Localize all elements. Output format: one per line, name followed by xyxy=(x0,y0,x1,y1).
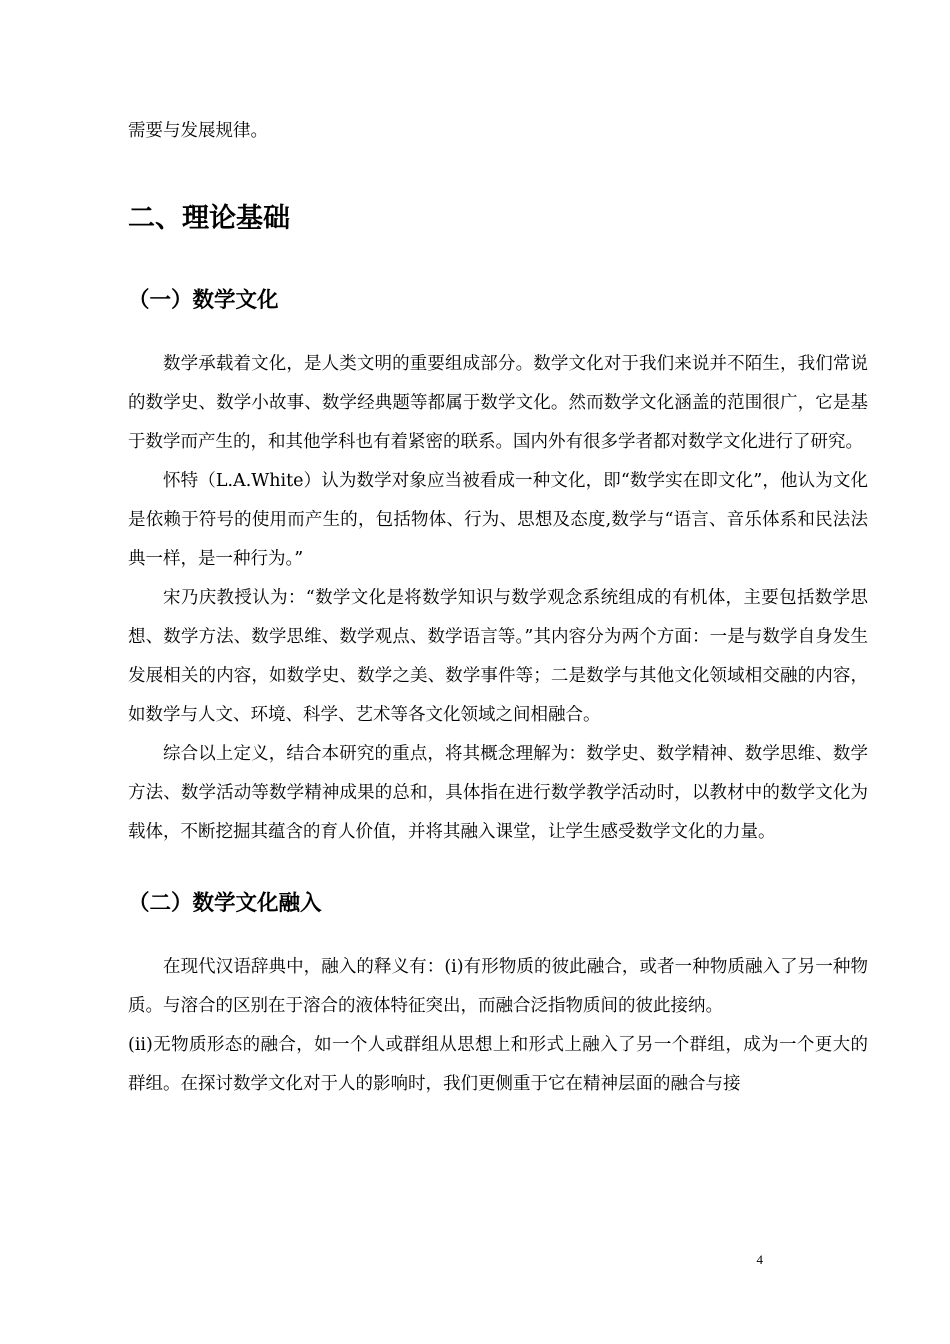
paragraph: 怀特（L.A.White）认为数学对象应当被看成一种文化，即“数学实在即文化”，他认为文化是依赖于符号的使用而产生的，包括物体、行为、思想及态度,数学与“语言、音乐体系和民法法典一样，是一种行为。” xyxy=(128,471,868,569)
page-number: 4 xyxy=(756,1252,763,1267)
section-heading-2: （二）数学文化融入 xyxy=(128,891,322,916)
paragraph: 宋乃庆教授认为：“数学文化是将数学知识与数学观念系统组成的有机体，主要包括数学思想、数学方法、数学思维、数学观点、数学语言等。”其内容分为两个方面：一是与数学自身发生发展相关的内容，如数学史、数学之美、数学事件等；二是数学与其他文化领域相交融的内容，如数学与人文、环境、科学、艺术等各文化领域之间相融合。 xyxy=(128,588,868,725)
paragraph: 在现代汉语辞典中，融入的释义有：(i)有形物质的彼此融合，或者一种物质融入了另一种物质。与溶合的区别在于溶合的液体特征突出，而融合泛指物质间的彼此接纳。 xyxy=(128,957,868,1016)
page-body xyxy=(128,112,868,1104)
section-heading-1: （一）数学文化 xyxy=(128,288,279,313)
paragraph: 数学承载着文化，是人类文明的重要组成部分。数学文化对于我们来说并不陌生，我们常说的数学史、数学小故事、数学经典题等都属于数学文化。然而数学文化涵盖的范围很广，它是基于数学而产生的，和其他学科也有着紧密的联系。国内外有很多学者都对数学文化进行了研究。 xyxy=(128,354,868,452)
chapter-heading: 二、理论基础 xyxy=(128,203,290,234)
paragraph: 综合以上定义，结合本研究的重点，将其概念理解为：数学史、数学精神、数学思维、数学方法、数学活动等数学精神成果的总和，具体指在进行数学教学活动时，以教材中的数学文化为载体，不断挖掘其蕴含的育人价值，并将其融入课堂，让学生感受数学文化的力量。 xyxy=(128,744,868,842)
paragraph: (ii)无物质形态的融合，如一个人或群组从思想上和形式上融入了另一个群组，成为一个更大的群组。在探讨数学文化对于人的影响时，我们更侧重于它在精神层面的融合与接 xyxy=(128,1035,868,1094)
lead-line: 需要与发展规律。 xyxy=(128,121,268,141)
